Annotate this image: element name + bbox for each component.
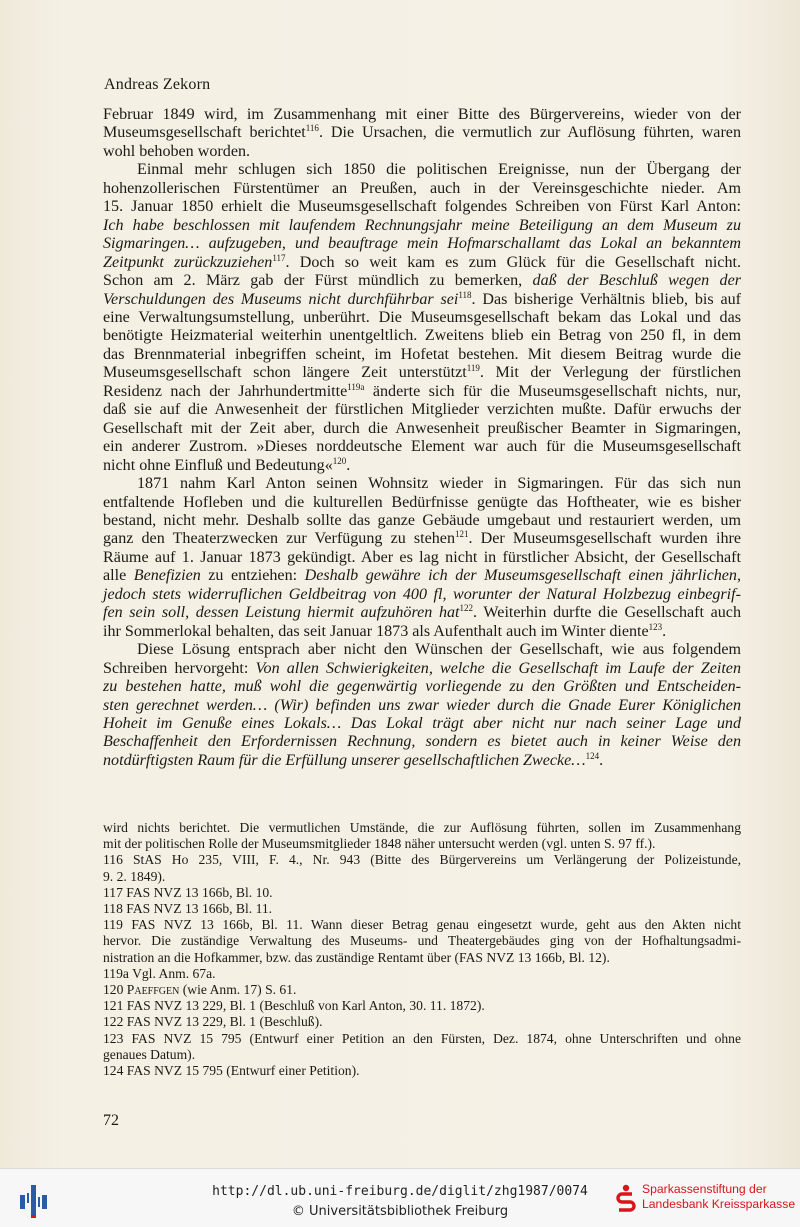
quote-run: Zeitpunkt zurückzuziehen	[103, 253, 273, 271]
text-line: 1871 nahm Karl Anton seinen Wohnsitz wieder in Sigmaringen. Für das sich nun	[137, 475, 741, 493]
text-line	[103, 752, 741, 770]
footnote-123: 123 FAS NVZ 15 795 (Entwurf einer Petition an den Fürsten, Dez. 1874, ohne Unterschriften und ohne	[103, 1030, 741, 1046]
text-line	[103, 715, 741, 733]
footnote-ref-123[interactable]: 123	[648, 621, 663, 632]
text-line: hohenzollerischen Fürstentümer an Preußen, auch in der Vereinsgeschichte nieder. Am	[103, 179, 741, 197]
text-run: .	[662, 622, 667, 640]
footnote-ref-124[interactable]: 124	[585, 750, 600, 761]
text-run: . Weiterhin durfte die Gesellschaft auch	[473, 604, 741, 622]
text-run: ganz den Theaterzwecken zur Verfügung zu stehen	[103, 530, 455, 548]
sparkasse-s-icon	[616, 1184, 636, 1214]
text-run: ihr Sommerlokal behalten, das seit Januar 1873 als Aufenthalt auch im Winter diente	[103, 622, 649, 640]
quote-run: Benefizien	[133, 567, 201, 585]
text-run: nicht ohne Einfluß und Bedeutung«	[103, 456, 333, 474]
text-line: wohl behoben worden.	[103, 142, 251, 160]
quote-run: Beschaffenheit den Erfordernissen Rechnung, sondern es bietet auch in keiner Weise den	[103, 733, 741, 751]
text-line: entfaltende Hofleben und die kulturellen Bedürfnisse genügte das Hoftheater, wie es bisher	[103, 493, 741, 511]
page-number: 72	[103, 1112, 119, 1129]
footnote-ref-117[interactable]: 117	[272, 252, 286, 263]
text-line	[103, 457, 741, 475]
text-run: zu entziehen:	[200, 567, 305, 585]
viewer-footer	[0, 1168, 800, 1227]
footnote-number: 120	[103, 982, 127, 998]
text-run: Schreiben hervorgeht:	[103, 659, 256, 677]
text-line	[103, 530, 741, 548]
paragraph-1	[103, 106, 741, 161]
paragraph-3	[103, 475, 741, 641]
body-text	[103, 106, 741, 770]
text-line: daß sie auf die Anwesenheit der fürstlichen Mitglieder verzichten mußte. Dafür erwuchs der	[103, 401, 741, 419]
author-name: Paeffgen	[126, 982, 180, 998]
footnote-line: wird nichts berichtet. Die vermutlichen Umstände, die zur Auflösung führten, sollen im Zusammenhang	[103, 820, 741, 835]
text-run: . Mit der Verlegung der fürstlichen	[479, 364, 742, 382]
text-line: bestand, nicht mehr. Deshalb sollte das ganze Gebäude umgebaut und restauriert werden, um	[103, 511, 741, 529]
quote-run: Verschuldungen des Museums nicht durchführbar sei	[103, 290, 459, 308]
text-run: .	[599, 751, 604, 769]
footnote-122: 122 FAS NVZ 13 229, Bl. 1 (Beschluß).	[103, 1014, 323, 1030]
text-line	[103, 733, 741, 751]
text-run: . Die Ursachen, die vermutlich zur Auflösung führten, waren	[318, 124, 741, 142]
quote-run: Ich habe beschlossen mit laufendem Rechnungsjahr meine Beteiligung an dem Museum zu	[103, 216, 741, 234]
sponsor-logo[interactable]	[616, 1182, 796, 1218]
text-line	[103, 678, 741, 696]
quote-run: daß der Beschluß wegen der	[532, 272, 741, 290]
footnote-ref-119a[interactable]: 119a	[347, 381, 365, 392]
text-line: benötigte Heizmaterial weiterhin unentgeltlich. Zweitens blieb ein Betrag von 250 fl, in dem	[103, 327, 741, 345]
sponsor-line: Landesbank Kreissparkasse	[642, 1197, 796, 1211]
quote-run: jedoch stets widerruflichen Geldbeitrag von 400 fl, worunter der Natural Holzbezug einbegrif-	[103, 585, 741, 603]
text-line: eine Verwaltungsumstellung, unberührt. Die Museumsgesellschaft bekam das Lokal und das	[103, 308, 741, 326]
text-run: Museumsgesellschaft berichtet	[103, 124, 306, 142]
running-header-author: Andreas Zekorn	[104, 76, 211, 93]
footnote-120	[103, 982, 741, 998]
text-line: Gesellschaft mit der Zeit aber, durch die Anwesenheit preußischer Beamter in Sigmaringen,	[103, 419, 741, 437]
text-line	[103, 217, 741, 235]
footnote-line: mit der politischen Rolle der Museumsmitglieder 1848 näher untersucht werden (vgl. unten S. 97 ff.).	[103, 836, 656, 852]
footnote-118: 118 FAS NVZ 13 166b, Bl. 11.	[103, 901, 273, 917]
text-line: ein anderer Zustrom. »Dieses norddeutsche Element war auch für die Museumsgesellschaft	[103, 438, 741, 456]
quote-run: Deshalb gewähre ich der Museumsgesellschaft einen jährlichen,	[304, 567, 741, 585]
text-line	[103, 124, 741, 142]
quote-run: zu bestehen hatte, muß wohl die gegenwärtig vorliegende zu den Größten und Entscheiden-	[103, 678, 741, 696]
text-line: Räume auf 1. Januar 1873 gekündigt. Aber es lag nicht in fürstlicher Absicht, der Gesellschaft	[103, 548, 741, 566]
footnote-line: nistration an die Hofkammer, bzw. das zuständige Rentamt über (FAS NVZ 13 166b, Bl. 12).	[103, 949, 610, 965]
text-run: änderte sich für die Museumsgesellschaft nichts, nur,	[364, 382, 741, 400]
text-line	[103, 623, 741, 641]
text-run: .	[346, 456, 351, 474]
text-line: das Brennmaterial inbegriffen scheint, im Hofetat bestehen. Mit diesem Beitrag wurde die	[103, 345, 741, 363]
text-line: 15. Januar 1850 erhielt die Museumsgesellschaft folgendes Schreiben von Fürst Karl Anton:	[103, 198, 741, 216]
footnote-116: 116 StAS Ho 235, VIII, F. 4., Nr. 943 (Bitte des Bürgervereins um Verlängerung der Polizeistunde,	[103, 852, 741, 868]
quote-run: sten gerechnet werden… (Wir) befinden uns zwar wieder durch die Gnade Eurer Königlichen	[103, 696, 741, 714]
quote-run: fen sein soll, dessen Leistung hiermit aufzuhören hat	[103, 604, 460, 622]
quote-run: Von allen Schwierigkeiten, welche die Gesellschaft im Laufe der Zeiten	[255, 659, 741, 677]
footnote-line: hervor. Die zuständige Verwaltung des Museums- und Theatergebäudes ging von der Hofhaltungsadmi-	[103, 933, 741, 949]
footnote-124: 124 FAS NVZ 15 795 (Entwurf einer Petition).	[103, 1063, 360, 1079]
footnote-ref-118[interactable]: 118	[458, 289, 472, 300]
text-line: Einmal mehr schlugen sich 1850 die politischen Ereignisse, nun der Übergang der	[137, 161, 741, 179]
sponsor-name	[642, 1182, 800, 1212]
copyright-notice: © Universitätsbibliothek Freiburg	[291, 1204, 509, 1219]
text-line	[103, 604, 741, 622]
text-run: . Doch so weit kam es zum Glück für die Gesellschaft nicht.	[285, 253, 741, 271]
footnote-117: 117 FAS NVZ 13 166b, Bl. 10.	[103, 884, 273, 900]
footnote-ref-119[interactable]: 119	[466, 363, 480, 374]
quote-run: Hoheit im Genuße eines Lokals… Das Lokal trägt aber nicht nur nach seiner Lage und	[103, 714, 741, 732]
text-line	[103, 660, 741, 678]
quote-run: notdürftigsten Raum für die Erfüllung unserer gesellschaftlichen Zwecke…	[103, 751, 586, 769]
text-run: . Der Museumsgesellschaft wurden ihre	[468, 530, 741, 548]
footnotes	[103, 820, 741, 1079]
text-run: Residenz nach der Jahrhundertmitte	[103, 382, 348, 400]
text-line	[103, 364, 741, 382]
paragraph-4	[103, 641, 741, 770]
permalink-url[interactable]: http://dl.ub.uni-freiburg.de/diglit/zhg1987/0074	[212, 1184, 588, 1199]
text-line	[103, 235, 741, 253]
text-line: Februar 1849 wird, im Zusammenhang mit einer Bitte des Bürgervereins, wieder von der	[103, 106, 741, 123]
text-line	[103, 697, 741, 715]
text-line	[103, 383, 741, 401]
footnote-line: 9. 2. 1849).	[103, 868, 166, 884]
footnote-119a: 119a Vgl. Anm. 67a.	[103, 965, 216, 981]
footnote-ref-116[interactable]: 116	[305, 123, 319, 134]
footnote-119: 119 FAS NVZ 13 166b, Bl. 11. Wann dieser Betrag genau eingesetzt wurde, geht aus den Akten nicht	[103, 917, 741, 933]
footnote-ref-121[interactable]: 121	[455, 529, 469, 540]
footnote-ref-120[interactable]: 120	[332, 455, 347, 466]
footnote-text: (wie Anm. 17) S. 61.	[179, 982, 297, 998]
quote-run: Sigmaringen… aufzugeben, und beauftrage mein Hofmarschallamt das Lokal an bekanntem	[103, 235, 741, 253]
text-line	[103, 272, 741, 290]
text-run: alle	[103, 567, 134, 585]
footnote-121: 121 FAS NVZ 13 229, Bl. 1 (Beschluß von Karl Anton, 30. 11. 1872).	[103, 998, 485, 1014]
text-line	[103, 291, 741, 309]
text-run: Schon am 2. März gab der Fürst mündlich zu bemerken,	[103, 272, 533, 290]
text-line: Diese Lösung entsprach aber nicht den Wünschen der Gesellschaft, wie aus folgendem	[137, 641, 741, 659]
sponsor-line: Sparkassenstiftung der	[642, 1182, 767, 1196]
text-run: . Das bisherige Verhältnis blieb, bis auf	[471, 290, 742, 308]
text-line	[103, 254, 741, 272]
paragraph-2	[103, 161, 741, 475]
footnote-ref-122[interactable]: 122	[459, 603, 474, 614]
footnote-line: genaues Datum).	[103, 1046, 196, 1062]
text-run: Museumsgesellschaft schon längere Zeit unterstützt	[103, 364, 467, 382]
text-line	[103, 586, 741, 604]
text-line	[103, 567, 741, 585]
